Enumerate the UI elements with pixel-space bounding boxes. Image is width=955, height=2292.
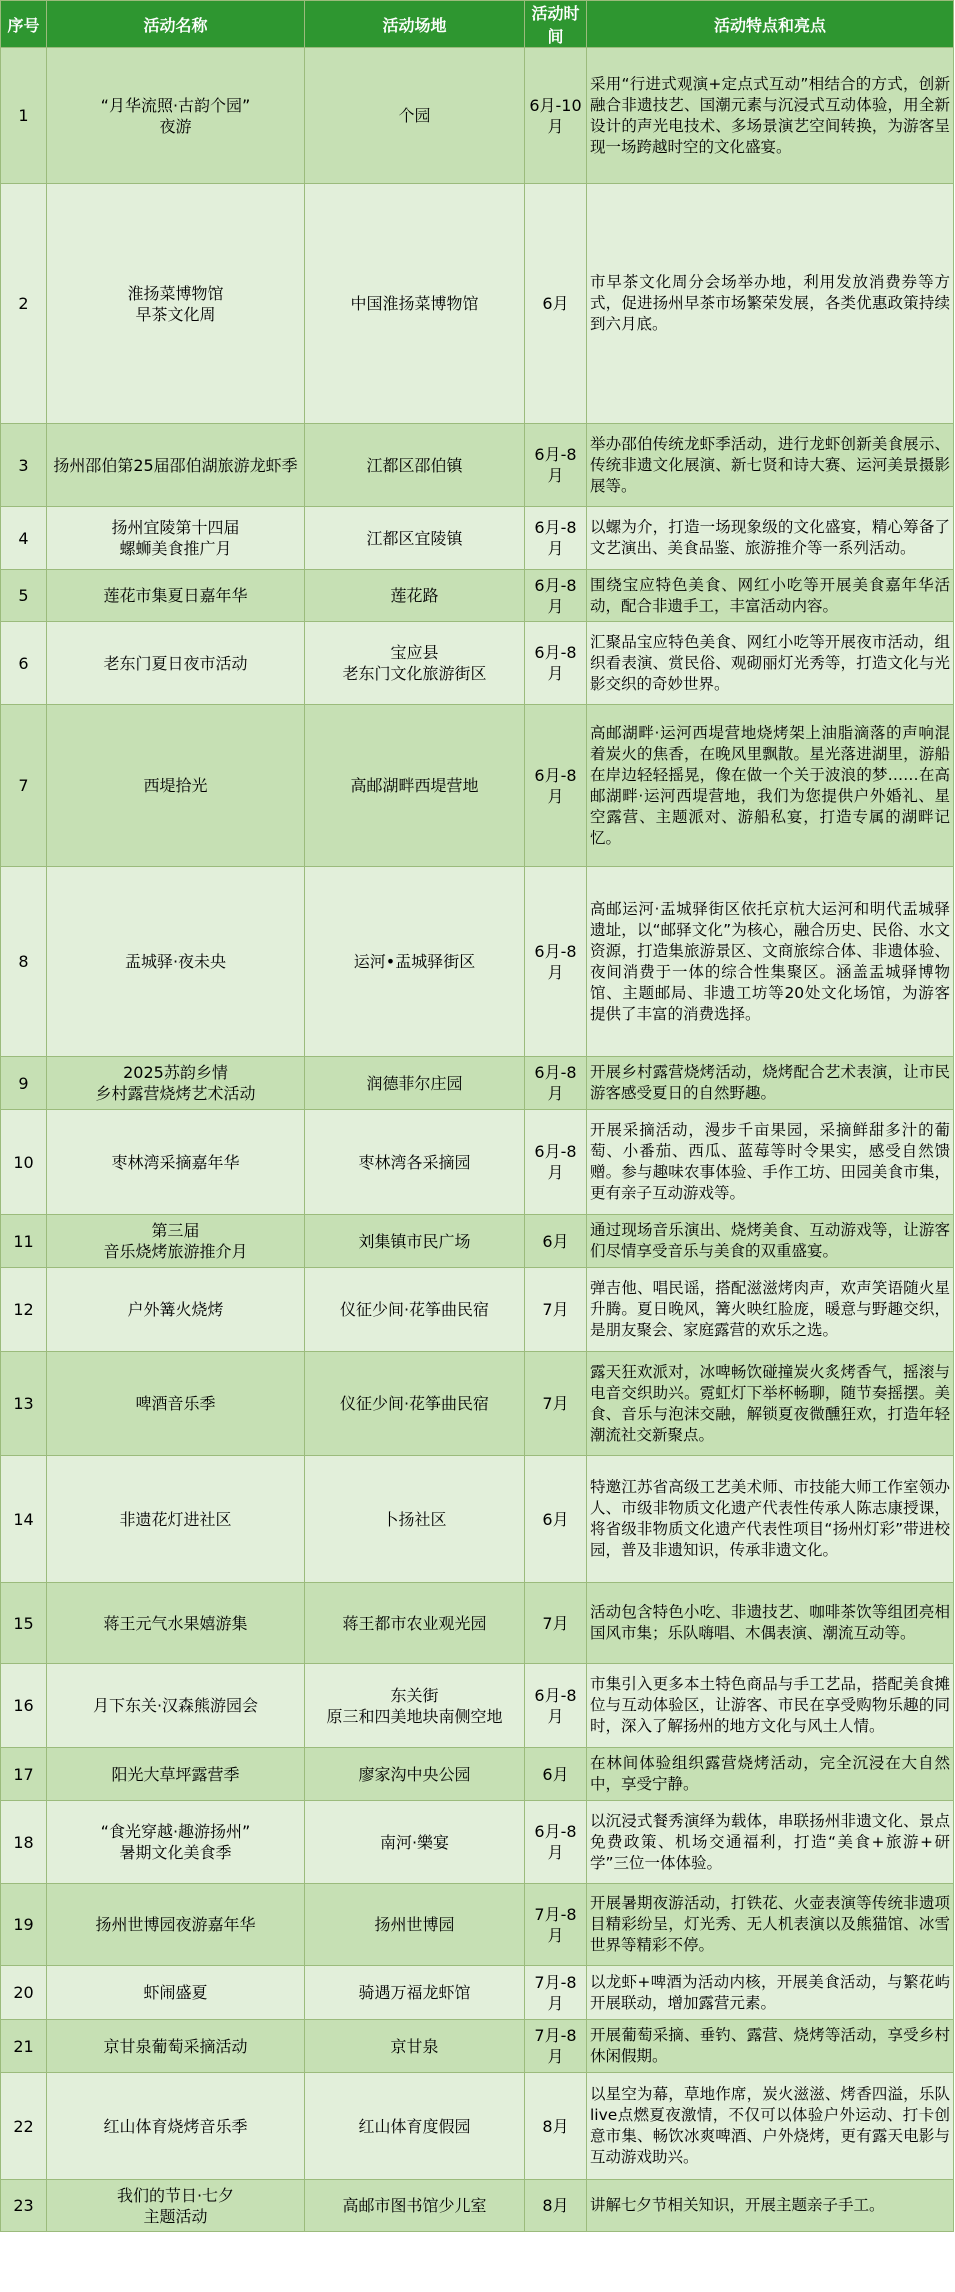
time: 6月 (525, 184, 587, 424)
venue: 红山体育度假园 (305, 2073, 525, 2180)
row-number: 23 (1, 2180, 47, 2232)
table-row (1, 622, 954, 705)
features: 举办邵伯传统龙虾季活动，进行龙虾创新美食展示、传统非遗文化展演、新七贤和诗大赛、运河美景摄影展等。 (587, 424, 954, 507)
features: 弹吉他、唱民谣，搭配滋滋烤肉声，欢声笑语随火星升腾。夏日晚风，篝火映红脸庞，暖意与野趣交织，是朋友聚会、家庭露营的欢乐之选。 (587, 1268, 954, 1352)
activity-name: 扬州邵伯第25届邵伯湖旅游龙虾季 (47, 424, 305, 507)
table-row (1, 1664, 954, 1748)
header-row (1, 1, 954, 48)
activity-name: “食光穿越·趣游扬州” 暑期文化美食季 (47, 1801, 305, 1884)
activity-name: 阳光大草坪露营季 (47, 1748, 305, 1801)
time: 6月-8月 (525, 507, 587, 570)
features: 高邮湖畔·运河西堤营地烧烤架上油脂滴落的声响混着炭火的焦香，在晚风里飘散。星光落进湖里，游船在岸边轻轻摇晃，像在做一个关于波浪的梦……在高邮湖畔·运河西堤营地，我们为您提供户外婚礼、星空露营、主题派对、游船私宴，打造专属的湖畔记忆。 (587, 705, 954, 867)
row-number: 6 (1, 622, 47, 705)
row-number: 9 (1, 1057, 47, 1110)
time: 6月-8月 (525, 570, 587, 622)
features: 特邀江苏省高级工艺美术师、市技能大师工作室领办人、市级非物质文化遗产代表性传承人陈志康授课，将省级非物质文化遗产代表性项目“扬州灯彩”带进校园，普及非遗知识，传承非遗文化。 (587, 1456, 954, 1583)
row-number: 14 (1, 1456, 47, 1583)
activity-name: 非遗花灯进社区 (47, 1456, 305, 1583)
table-row (1, 867, 954, 1057)
time: 7月-8月 (525, 1966, 587, 2020)
time: 6月-8月 (525, 1801, 587, 1884)
venue: 廖家沟中央公园 (305, 1748, 525, 1801)
time: 7月 (525, 1583, 587, 1664)
features: 开展乡村露营烧烤活动，烧烤配合艺术表演，让市民游客感受夏日的自然野趣。 (587, 1057, 954, 1110)
activity-name: 淮扬菜博物馆 早茶文化周 (47, 184, 305, 424)
header-number: 序号 (1, 1, 47, 48)
row-number: 17 (1, 1748, 47, 1801)
table-row (1, 184, 954, 424)
table-row (1, 1268, 954, 1352)
activity-name: 西堤拾光 (47, 705, 305, 867)
table-row (1, 1057, 954, 1110)
row-number: 8 (1, 867, 47, 1057)
row-number: 4 (1, 507, 47, 570)
venue: 蒋王都市农业观光园 (305, 1583, 525, 1664)
row-number: 16 (1, 1664, 47, 1748)
row-number: 21 (1, 2020, 47, 2073)
activity-name: 红山体育烧烤音乐季 (47, 2073, 305, 2180)
venue: 江都区邵伯镇 (305, 424, 525, 507)
time: 8月 (525, 2073, 587, 2180)
time: 6月-8月 (525, 622, 587, 705)
activity-name: 月下东关·汉森熊游园会 (47, 1664, 305, 1748)
table-row (1, 424, 954, 507)
activity-name: 盂城驿·夜未央 (47, 867, 305, 1057)
features: 汇聚品宝应特色美食、网红小吃等开展夜市活动，组织看表演、赏民俗、观砌丽灯光秀等，打造文化与光影交织的奇妙世界。 (587, 622, 954, 705)
header-activity-name: 活动名称 (47, 1, 305, 48)
activity-name: 枣林湾采摘嘉年华 (47, 1110, 305, 1215)
venue: 东关街 原三和四美地块南侧空地 (305, 1664, 525, 1748)
time: 6月-10月 (525, 48, 587, 184)
row-number: 15 (1, 1583, 47, 1664)
activity-name: “月华流照·古韵个园” 夜游 (47, 48, 305, 184)
features: 活动包含特色小吃、非遗技艺、咖啡茶饮等组团亮相国风市集；乐队嗨唱、木偶表演、潮流互动等。 (587, 1583, 954, 1664)
row-number: 22 (1, 2073, 47, 2180)
venue: 刘集镇市民广场 (305, 1215, 525, 1268)
row-number: 12 (1, 1268, 47, 1352)
activity-name: 啤酒音乐季 (47, 1352, 305, 1456)
activity-name: 老东门夏日夜市活动 (47, 622, 305, 705)
time: 6月 (525, 1215, 587, 1268)
features: 露天狂欢派对，冰啤畅饮碰撞炭火炙烤香气，摇滚与电音交织助兴。霓虹灯下举杯畅聊，随节奏摇摆。美食、音乐与泡沫交融，解锁夏夜微醺狂欢，打造年轻潮流社交新聚点。 (587, 1352, 954, 1456)
table-row (1, 1801, 954, 1884)
activity-name: 扬州世博园夜游嘉年华 (47, 1884, 305, 1966)
header-features: 活动特点和亮点 (587, 1, 954, 48)
row-number: 7 (1, 705, 47, 867)
table-row (1, 2020, 954, 2073)
table-row (1, 1884, 954, 1966)
venue: 中国淮扬菜博物馆 (305, 184, 525, 424)
features: 采用“行进式观演+定点式互动”相结合的方式，创新融合非遗技艺、国潮元素与沉浸式互动体验，用全新设计的声光电技术、多场景演艺空间转换，为游客呈现一场跨越时空的文化盛宴。 (587, 48, 954, 184)
venue: 仪征少间·花筝曲民宿 (305, 1268, 525, 1352)
table-row (1, 1583, 954, 1664)
time: 6月-8月 (525, 705, 587, 867)
venue: 卜扬社区 (305, 1456, 525, 1583)
venue: 个园 (305, 48, 525, 184)
venue: 仪征少间·花筝曲民宿 (305, 1352, 525, 1456)
time: 6月-8月 (525, 1110, 587, 1215)
table-row (1, 1966, 954, 2020)
row-number: 5 (1, 570, 47, 622)
features: 以星空为幕，草地作席，炭火滋滋、烤香四溢，乐队live点燃夏夜激情，不仅可以体验户外运动、打卡创意市集、畅饮冰爽啤酒、户外烧烤，更有露天电影与互动游戏助兴。 (587, 2073, 954, 2180)
table-row (1, 507, 954, 570)
header-time: 活动时间 (525, 1, 587, 48)
time: 7月 (525, 1352, 587, 1456)
table-row (1, 570, 954, 622)
row-number: 2 (1, 184, 47, 424)
time: 7月-8月 (525, 1884, 587, 1966)
row-number: 1 (1, 48, 47, 184)
row-number: 20 (1, 1966, 47, 2020)
time: 6月-8月 (525, 424, 587, 507)
features: 以螺为介，打造一场现象级的文化盛宴，精心筹备了文艺演出、美食品鉴、旅游推介等一系列活动。 (587, 507, 954, 570)
table-row (1, 1456, 954, 1583)
features: 通过现场音乐演出、烧烤美食、互动游戏等，让游客们尽情享受音乐与美食的双重盛宴。 (587, 1215, 954, 1268)
features: 开展暑期夜游活动，打铁花、火壶表演等传统非遗项目精彩纷呈，灯光秀、无人机表演以及熊猫馆、冰雪世界等精彩不停。 (587, 1884, 954, 1966)
venue: 江都区宜陵镇 (305, 507, 525, 570)
venue: 骑遇万福龙虾馆 (305, 1966, 525, 2020)
venue: 莲花路 (305, 570, 525, 622)
features: 市早茶文化周分会场举办地，利用发放消费券等方式，促进扬州早茶市场繁荣发展，各类优惠政策持续到六月底。 (587, 184, 954, 424)
table-row (1, 48, 954, 184)
activity-name: 扬州宜陵第十四届 螺蛳美食推广月 (47, 507, 305, 570)
table-row (1, 1110, 954, 1215)
row-number: 10 (1, 1110, 47, 1215)
table-row (1, 1748, 954, 1801)
venue: 高邮市图书馆少儿室 (305, 2180, 525, 2232)
activity-name: 京甘泉葡萄采摘活动 (47, 2020, 305, 2073)
row-number: 3 (1, 424, 47, 507)
time: 7月 (525, 1268, 587, 1352)
features: 以龙虾+啤酒为活动内核，开展美食活动，与繁花屿开展联动，增加露营元素。 (587, 1966, 954, 2020)
features: 市集引入更多本土特色商品与手工艺品，搭配美食摊位与互动体验区，让游客、市民在享受购物乐趣的同时，深入了解扬州的地方文化与风土人情。 (587, 1664, 954, 1748)
features: 高邮运河·盂城驿街区依托京杭大运河和明代盂城驿遗址，以“邮驿文化”为核心，融合历史、民俗、水文资源，打造集旅游景区、文商旅综合体、非遗体验、夜间消费于一体的综合性集聚区。涵盖盂城驿博物馆、主题邮局、非遗工坊等20处文化场馆，为游客提供了丰富的消费选择。 (587, 867, 954, 1057)
row-number: 19 (1, 1884, 47, 1966)
activity-name: 第三届 音乐烧烤旅游推介月 (47, 1215, 305, 1268)
venue: 南河·樂宴 (305, 1801, 525, 1884)
time: 6月 (525, 1456, 587, 1583)
time: 8月 (525, 2180, 587, 2232)
venue: 宝应县 老东门文化旅游街区 (305, 622, 525, 705)
activity-name: 户外篝火烧烤 (47, 1268, 305, 1352)
time: 7月-8月 (525, 2020, 587, 2073)
venue: 运河•盂城驿街区 (305, 867, 525, 1057)
features: 开展葡萄采摘、垂钓、露营、烧烤等活动，享受乡村休闲假期。 (587, 2020, 954, 2073)
row-number: 13 (1, 1352, 47, 1456)
venue: 枣林湾各采摘园 (305, 1110, 525, 1215)
activity-name: 我们的节日·七夕 主题活动 (47, 2180, 305, 2232)
features: 讲解七夕节相关知识，开展主题亲子手工。 (587, 2180, 954, 2232)
time: 6月-8月 (525, 1057, 587, 1110)
venue: 润德菲尔庄园 (305, 1057, 525, 1110)
header-venue: 活动场地 (305, 1, 525, 48)
features: 围绕宝应特色美食、网红小吃等开展美食嘉年华活动，配合非遗手工，丰富活动内容。 (587, 570, 954, 622)
table-row (1, 2073, 954, 2180)
table-row (1, 1215, 954, 1268)
row-number: 11 (1, 1215, 47, 1268)
activity-name: 莲花市集夏日嘉年华 (47, 570, 305, 622)
time: 6月-8月 (525, 867, 587, 1057)
time: 6月 (525, 1748, 587, 1801)
row-number: 18 (1, 1801, 47, 1884)
features: 以沉浸式餐秀演绎为载体，串联扬州非遗文化、景点免费政策、机场交通福利，打造“美食+旅游+研学”三位一体体验。 (587, 1801, 954, 1884)
time: 6月-8月 (525, 1664, 587, 1748)
features: 在林间体验组织露营烧烤活动，完全沉浸在大自然中，享受宁静。 (587, 1748, 954, 1801)
venue: 高邮湖畔西堤营地 (305, 705, 525, 867)
table-row (1, 705, 954, 867)
activity-name: 虾闹盛夏 (47, 1966, 305, 2020)
venue: 京甘泉 (305, 2020, 525, 2073)
activity-name: 2025苏韵乡情 乡村露营烧烤艺术活动 (47, 1057, 305, 1110)
table-row (1, 1352, 954, 1456)
features: 开展采摘活动，漫步千亩果园，采摘鲜甜多汁的葡萄、小番茄、西瓜、蓝莓等时令果实，感受自然馈赠。参与趣味农事体验、手作工坊、田园美食市集，更有亲子互动游戏等。 (587, 1110, 954, 1215)
table-row (1, 2180, 954, 2232)
activity-name: 蒋王元气水果嬉游集 (47, 1583, 305, 1664)
venue: 扬州世博园 (305, 1884, 525, 1966)
